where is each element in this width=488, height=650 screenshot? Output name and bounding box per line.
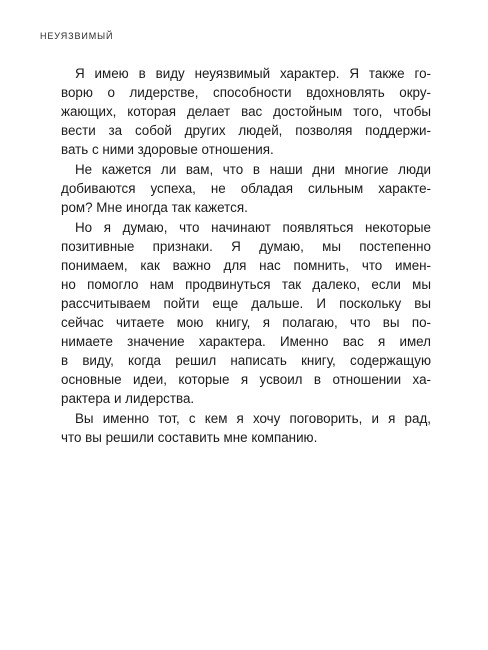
body-text — [61, 64, 431, 447]
text-line: жающих, которая делает вас достойным того, чтобы — [61, 104, 431, 119]
paragraph — [61, 160, 431, 217]
text-line: нимаете значение характера. Именно вас я имел — [61, 334, 431, 349]
paragraph — [61, 218, 431, 408]
paragraph — [61, 64, 431, 159]
text-line: в виду, когда решил написать книгу, содержащую — [61, 353, 431, 368]
paragraph — [61, 409, 431, 447]
text-line: Вы именно тот, с кем я хочу поговорить, и я рад, — [75, 411, 431, 426]
text-line: основные идеи, которые я усвоил в отношении ха- — [61, 372, 431, 387]
text-line: добиваются успеха, не обладая сильным характе- — [61, 181, 431, 196]
text-line: ром? Мне иногда так кажется. — [61, 200, 248, 215]
text-line: но помогло нам продвинуться так далеко, если мы — [61, 277, 431, 292]
text-line: что вы решили составить мне компанию. — [61, 430, 318, 445]
text-line: вать с ними здоровые отношения. — [61, 142, 274, 157]
text-line: Но я думаю, что начинают появляться некоторые — [75, 220, 431, 235]
text-line: понимаем, как важно для нас помнить, что имен- — [61, 258, 431, 273]
text-line: рактера и лидерства. — [61, 391, 195, 406]
text-line: ворю о лидерстве, способности вдохновлять окру- — [61, 85, 431, 100]
text-line: Я имею в виду неуязвимый характер. Я также го- — [75, 66, 431, 81]
text-line: рассчитываем пойти еще дальше. И поскольку вы — [61, 296, 431, 311]
running-head: НЕУЯЗВИМЫЙ — [40, 31, 114, 41]
text-line: вести за собой других людей, позволяя поддержи- — [61, 123, 431, 138]
text-line: позитивные признаки. Я думаю, мы постепенно — [61, 239, 431, 254]
text-line: Не кажется ли вам, что в наши дни многие люди — [75, 162, 431, 177]
text-line: сейчас читаете мою книгу, я полагаю, что вы по- — [61, 315, 431, 330]
